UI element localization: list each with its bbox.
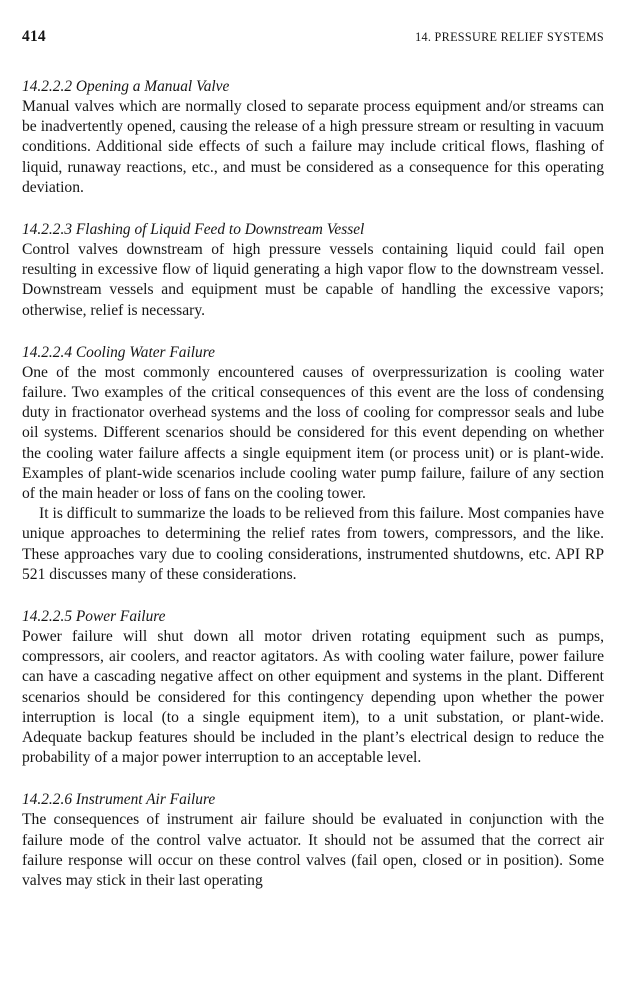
section-flashing-liquid-feed (22, 220, 604, 321)
body-paragraph: Control valves downstream of high pressure vessels containing liquid could fail open resulting in excessive flow of liquid generating a high vapor flow to the downstream vessel. Downstream vessels and equipment must be capable of handling the excessive vapors; otherwise, relief is necessary. (22, 241, 604, 319)
section-heading (22, 220, 604, 240)
body-paragraph: The consequences of instrument air failure should be evaluated in conjunction with the failure mode of the control valve actuator. It should not be assumed that the correct air failure response will occur on these control valves (fail open, closed or in position). Some valves may stick in their last operating (22, 811, 604, 890)
book-page (22, 28, 604, 913)
section-power-failure (22, 607, 604, 768)
section-title: Power Failure (75, 608, 166, 626)
section-opening-manual-valve (22, 77, 604, 198)
section-title: Instrument Air Failure (75, 791, 216, 809)
section-number: 14.2.2.6 (22, 791, 73, 809)
section-cooling-water-failure (22, 343, 604, 585)
running-header (22, 28, 604, 50)
section-title: Opening a Manual Valve (75, 78, 230, 95)
chapter-title: 14. PRESSURE RELIEF SYSTEMS (415, 30, 604, 44)
body-paragraph: Power failure will shut down all motor driven rotating equipment such as pumps, compressors, air coolers, and reactor agitators. As with cooling water failure, power failure can have a cascading negative affect on other equipment and systems in the plant. Different scenarios should be considered for this contingency depending upon whether the power interruption is local (to a single equipment item), to a unit substation, or plant-wide. Adequate backup features should be included in the plant’s electrical design to reduce the probability of a major power interruption to an acceptable level. (22, 628, 604, 767)
section-heading (22, 343, 604, 363)
section-heading (22, 77, 604, 97)
section-title: Cooling Water Failure (75, 343, 215, 361)
body-paragraph: One of the most commonly encountered causes of overpressurization is cooling water failure. Two examples of the critical consequences of this event are the loss of condensing duty in fractionator overhead systems and the loss of cooling for compressor seals and lube oil systems. Different scenarios should be considered for this event depending on whether the cooling water failure affects a single equipment item (or process unit) or is plant-wide. Examples of plant-wide scenarios include cooling water pump failure, failure of any section of the main header or loss of fans on the cooling tower. (22, 363, 604, 503)
body-paragraph: It is difficult to summarize the loads to be relieved from this failure. Most companies have unique approaches to determining the relief rates from towers, compressors, and the like. These approaches vary due to cooling considerations, instrumented shutdowns, etc. API RP 521 discusses many of these considerations. (22, 505, 604, 583)
body-paragraph: Manual valves which are normally closed to separate process equipment and/or streams can be inadvertently opened, causing the release of a high pressure stream or resulting in vacuum conditions. Additional side effects of such a failure may include critical flows, flashing of liquid, runaway reactions, etc., and must be considered as a consequence for this operating deviation. (22, 98, 604, 196)
section-heading (22, 790, 604, 810)
section-number: 14.2.2.4 (22, 343, 73, 361)
section-heading (22, 607, 604, 627)
section-title: Flashing of Liquid Feed to Downstream Vessel (75, 221, 365, 239)
section-instrument-air-failure (22, 790, 604, 891)
section-number: 14.2.2.3 (22, 221, 73, 239)
page-number: 414 (22, 28, 46, 45)
section-number: 14.2.2.5 (22, 608, 73, 626)
section-number: 14.2.2.2 (22, 78, 73, 95)
